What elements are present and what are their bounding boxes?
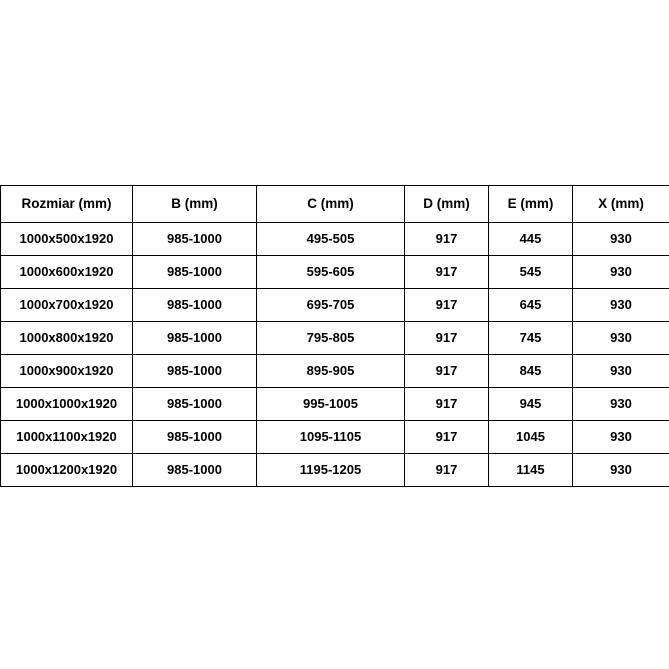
cell-e: 1045 <box>489 421 573 454</box>
cell-c: 895-905 <box>257 355 405 388</box>
cell-b: 985-1000 <box>133 322 257 355</box>
cell-b: 985-1000 <box>133 256 257 289</box>
cell-x: 930 <box>573 421 669 454</box>
table-row <box>1 322 669 355</box>
cell-e: 645 <box>489 289 573 322</box>
cell-b: 985-1000 <box>133 223 257 256</box>
cell-e: 545 <box>489 256 573 289</box>
cell-b: 985-1000 <box>133 388 257 421</box>
cell-e: 445 <box>489 223 573 256</box>
cell-rozmiar: 1000x1000x1920 <box>1 388 133 421</box>
column-header-c: C (mm) <box>257 186 405 223</box>
cell-rozmiar: 1000x700x1920 <box>1 289 133 322</box>
cell-e: 845 <box>489 355 573 388</box>
cell-b: 985-1000 <box>133 454 257 487</box>
table-header-row <box>1 186 669 223</box>
cell-c: 1195-1205 <box>257 454 405 487</box>
cell-x: 930 <box>573 355 669 388</box>
table-body <box>1 223 669 487</box>
cell-d: 917 <box>405 388 489 421</box>
column-header-d: D (mm) <box>405 186 489 223</box>
cell-rozmiar: 1000x900x1920 <box>1 355 133 388</box>
cell-c: 495-505 <box>257 223 405 256</box>
cell-rozmiar: 1000x500x1920 <box>1 223 133 256</box>
cell-d: 917 <box>405 421 489 454</box>
cell-x: 930 <box>573 454 669 487</box>
cell-d: 917 <box>405 322 489 355</box>
dimensions-table-container <box>0 185 669 487</box>
table-row <box>1 388 669 421</box>
cell-c: 995-1005 <box>257 388 405 421</box>
cell-b: 985-1000 <box>133 355 257 388</box>
table-row <box>1 223 669 256</box>
cell-e: 945 <box>489 388 573 421</box>
cell-x: 930 <box>573 388 669 421</box>
table-row <box>1 421 669 454</box>
cell-e: 745 <box>489 322 573 355</box>
column-header-e: E (mm) <box>489 186 573 223</box>
cell-d: 917 <box>405 355 489 388</box>
column-header-x: X (mm) <box>573 186 669 223</box>
cell-d: 917 <box>405 289 489 322</box>
cell-x: 930 <box>573 322 669 355</box>
cell-rozmiar: 1000x1200x1920 <box>1 454 133 487</box>
table-row <box>1 454 669 487</box>
column-header-rozmiar: Rozmiar (mm) <box>1 186 133 223</box>
cell-c: 795-805 <box>257 322 405 355</box>
table-row <box>1 256 669 289</box>
cell-c: 595-605 <box>257 256 405 289</box>
cell-d: 917 <box>405 223 489 256</box>
cell-c: 1095-1105 <box>257 421 405 454</box>
column-header-b: B (mm) <box>133 186 257 223</box>
cell-x: 930 <box>573 256 669 289</box>
cell-d: 917 <box>405 256 489 289</box>
cell-c: 695-705 <box>257 289 405 322</box>
dimensions-table <box>0 185 669 487</box>
table-row <box>1 289 669 322</box>
cell-rozmiar: 1000x800x1920 <box>1 322 133 355</box>
cell-e: 1145 <box>489 454 573 487</box>
cell-b: 985-1000 <box>133 421 257 454</box>
cell-b: 985-1000 <box>133 289 257 322</box>
table-row <box>1 355 669 388</box>
cell-d: 917 <box>405 454 489 487</box>
cell-rozmiar: 1000x1100x1920 <box>1 421 133 454</box>
table-header <box>1 186 669 223</box>
cell-x: 930 <box>573 223 669 256</box>
cell-rozmiar: 1000x600x1920 <box>1 256 133 289</box>
cell-x: 930 <box>573 289 669 322</box>
